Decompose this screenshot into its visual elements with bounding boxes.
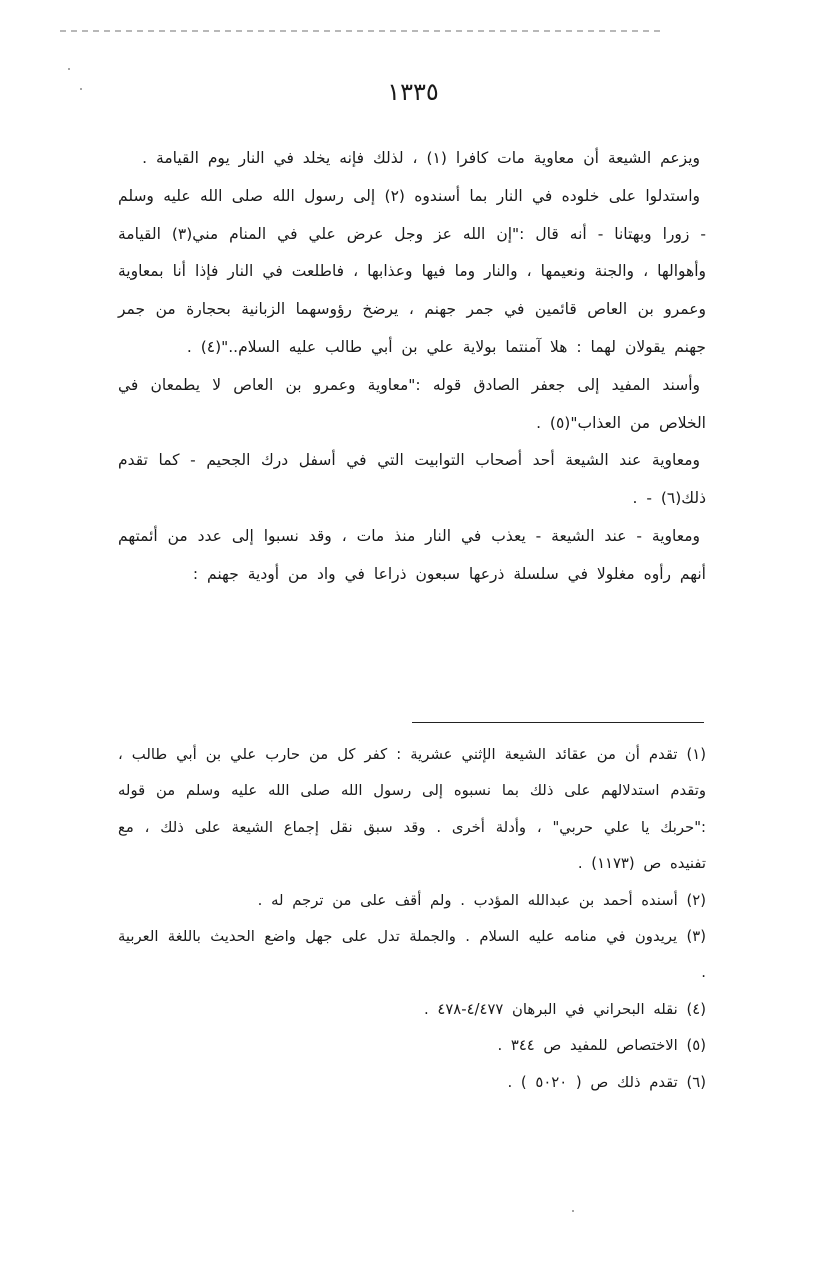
paragraph-2: واستدلوا على خلوده في النار بما أسندوه (٢) إلى رسول الله صلى الله عليه وسلم - زورا وبهتانا - أنه قال :"إن الله عز وجل عرض علي في المنام مني(٣) القيامة وأهوالها ، والجنة ونعيمها ، والنار وما فيها وعذابها ، فاطلعت في النار فإذا أنا بمعاوية وعمرو بن العاص قائمين في جمر جهنم ، يرضخ رؤوسهما الزبانية بحجارة من جمر جهنم يقولان لهما : هلا آمنتما بولاية علي بن أبي طالب عليه السلام.."(٤) .: [118, 186, 706, 356]
footnote-2: (٢) أسنده أحمد بن عبدالله المؤدب . ولم أقف على من ترجم له .: [257, 891, 706, 909]
scan-speck: [572, 1210, 574, 1212]
footnote-4: (٤) نقله البحراني في البرهان ٤/٤٧٧-٤٧٨ .: [423, 1000, 706, 1018]
paragraph-3: وأسند المفيد إلى جعفر الصادق قوله :"معاوية وعمرو بن العاص لا يطمعان في الخلاص من العذاب"(٥) .: [118, 375, 706, 432]
footnote-separator: [412, 722, 704, 723]
main-text: [118, 140, 706, 594]
footnote-1: (١) تقدم أن من عقائد الشيعة الإثني عشرية : كفر كل من حارب علي بن أبي طالب ، وتقدم استدلالهم على ذلك بما نسبوه إلى رسول الله صلى الله عليه وسلم من قوله :"حربك يا علي حربي" ، وأدلة أخرى . وقد سبق نقل إجماع الشيعة على ذلك ، مع تفنيده ص (١١٧٣) .: [118, 746, 706, 873]
footnotes: [118, 737, 706, 1101]
footnote-6: (٦) تقدم ذلك ص ( ٥٠٢٠ ) .: [507, 1073, 706, 1091]
paragraph-1: ويزعم الشيعة أن معاوية مات كافرا (١) ، لذلك فإنه يخلد في النار يوم القيامة .: [142, 149, 700, 167]
footnote-5: (٥) الاختصاص للمفيد ص ٣٤٤ .: [497, 1037, 706, 1055]
footnote-3: (٣) يريدون في منامه عليه السلام . والجملة تدل على جهل واضع الحديث باللغة العربية .: [118, 928, 706, 982]
paragraph-5: ومعاوية - عند الشيعة - يعذب في النار منذ مات ، وقد نسبوا إلى عدد من أئمتهم أنهم رأوه مغلولا في سلسلة ذرعها سبعون ذراعا في واد من أودية جهنم :: [118, 526, 706, 583]
paragraph-4: ومعاوية عند الشيعة أحد أصحاب التوابيت التي في أسفل درك الجحيم - كما تقدم ذلك(٦) - .: [118, 451, 706, 508]
page-number: ١٣٣٥: [387, 78, 439, 106]
scan-speck: [68, 68, 70, 70]
scan-speck: [80, 88, 82, 90]
scan-edge-mark: [60, 30, 660, 32]
